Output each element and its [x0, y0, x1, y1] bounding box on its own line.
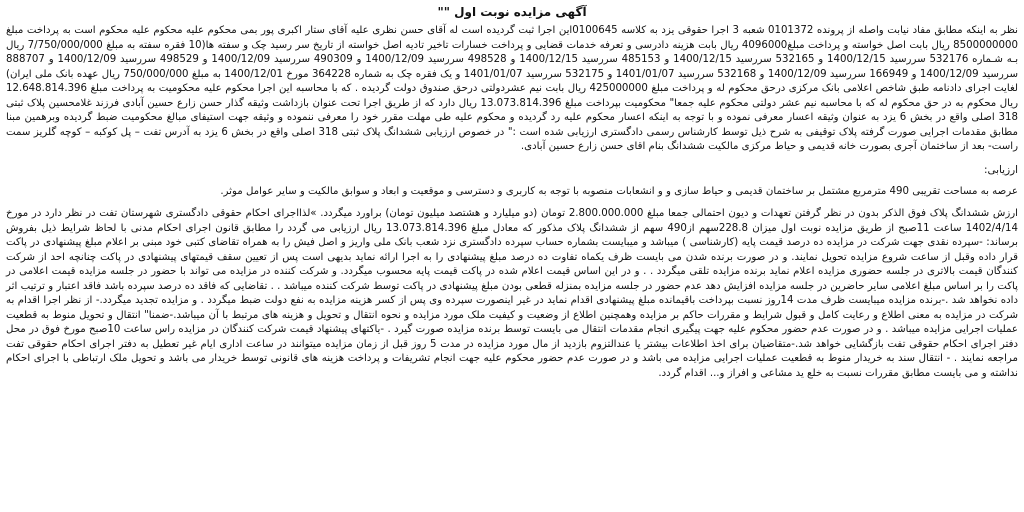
paragraph-auction-terms: ارزش ششدانگ پلاک فوق الذکر بدون در نظر گرفتن تعهدات و دیون احتمالی جمعا مبلغ 2.800.000.000 تومان (دو میلیارد و هشتصد میلیون تومان) براورد میگردد. »لذااجرای احکام حقوقی دادگستری شهرستان تفت در نظر دارد در مورخ 1402/4/14 ساعت 11صبح از طریق مزایده نوبت اول میزان 228.8سهم از490 سهم از ششدانگ پلاک مذکور که معادل مبلغ 13.073.814.396 ریال ارزیابی می گردد را مطابق قانون اجرای احکام مدنی با لحاظ شرایط ذیل بفروش برساند: -سپرده نقدی جهت شرکت در مزایده ده درصد قیمت پایه (کارشناسی ) میباشد و میبایست بشماره حساب سپرده دادگستری نزد شعب بانک ملی واریز و اصل فیش را به همراه تقاضای کتبی خود مبنی بر اعلام مبلغ پیشنهادی در پاکت قرار داده وقبل از ساعت شروع مزایده تحویل نمایند. و در صورت برنده شدن می بایست ظرف یکماه تفاوت ده درصد مبلغ پیشنهادی را به اجرا ارائه نماید بدیهی است پس از تعیین سقف قیمتهای پیشنهادی در پاکت چنانچه احد از شرکت کنندگان قیمت بالاتری در جلسه حضوری مزایده اعلام نماید برنده مزایده تلقی میگردد . . و در این اساس قیمت اعلام شده در پاکت قیمت پایه محسوب میگردد. و شرکت کننده در مزایده می تواند با حضور در جلسه مزایده قیمت اعلامی در پاکت را بر اساس مبلغ اعلامی سایر حاضرین در جلسه مزایده افزایش دهد عدم حضور در جلسه مزایده بمنزله قطعی بودن مبلغ پیشنهادی در پاکت توسط شرکت کننده میباشد . . تقاضایی که فاقد ده درصد سپرده باشد فاقد اعتبار و ترتیب اثر داده نخواهد شد .-برنده مزایده میبایست ظرف مدت 14روز نسبت بپرداخت باقیمانده مبلغ پیشنهادی اقدام نماید در غیر اینصورت سپرده وی پس از کسر هزینه مزایده به نفع دولت ضبط میگردد . و مزایده تجدید میگردد.- از نظر اجرا اقدام به شرکت در مزایده به معنی اطلاع و رعایت کامل و قبول شرایط و مقررات حاکم بر مزایده وهمچنین اطلاع از وضعیت و کیفیت ملک مورد مزایده و نحوه انتقال و تحویل و هزینه های مرتبط با آن میباشد.-ضمنا" انتقال و تحویل منوط به قطعیت عملیات اجرایی مزایده میباشد . و در صورت عدم حضور محکوم علیه جهت پیگیری انجام مقدمات انتقال می بایست توسط برنده مزایده صورت گیرد . -یاکتهای پیشنهاد قیمت شرکت کنندگان در مزایده راس ساعت 10صبح مورخ فوق در محل دفتر اجرای احکام حقوقی تفت بازگشایی خواهد شد.-متقاضیان برای اخذ اطلاعات بیشتر یا عندالتزوم بازدید از مال مورد مزایده در مدت 5 روز قبل از زمان مزایده میتوانند در ساعت اداری ایام غیر تعطیل به دفتر اجرای احکام حقوقی تفت مراجعه نمایند . - انتقال سند به خریدار منوط به قطعیت عملیات اجرایی مزایده می باشد و در صورت عدم حضور محکوم علیه جهت انجام تشریفات و پرداخت هزینه های قانونی توسط خریدار می باشد و تحویل ملک ارتباطی با اجرای احکام نداشته و می بایست مطابق مقررات نسبت به خلع ید مشاعی و افراز و... اقدام گردد. — [6, 208, 1019, 379]
paragraph-gap — [6, 199, 1018, 207]
evaluation-label: ارزیابی: — [983, 163, 1018, 176]
paragraph-gap — [6, 177, 1018, 185]
auction-notice-document — [6, 2, 1018, 510]
paragraph-gap — [6, 155, 1018, 163]
paragraph-property-description: عرصه به مساحت تقریبی 490 مترمربع مشتمل بر ساختمان قدیمی و حیاط سازی و و انشعابات منصوبه با توجه به کاربری و دسترسی و موقعیت و ابعاد و سوابق مالکیت و سایر عوامل موثر. — [220, 185, 1018, 197]
document-title: آگهی مزایده نوبت اول "" — [437, 5, 587, 19]
paragraph-case-details: نظر به اینکه مطابق مفاد نیابت واصله از پرونده 0101372 شعبه 3 اجرا حقوقی یزد به کلاسه 0100645این اجرا ثبت گردیده است له آقای حسن نظری علیه آقای ستار اکبری پور بمی محکوم علیه محکوم علیه محکوم است به پرداخت مبلغ 8500000000 ریال بابت اصل خواسته و پرداخت مبلغ4096000 ریال بابت هزینه دادرسی و تعرفه خدمات قضایی و پرداخت خسارات تاخیر تادیه اصل خواسته از تاریخ سر رسید چک و سفته ها(10 فقره سفته به مبلغ 7/750/000/000 ریال بـه شـماره 532176 سررسید 1400/12/15 و 532165 سررسید 1400/12/15 و 485153 سررسید 1400/12/15 و 498528 سررسید 1400/12/09 و 490309 سررسید 1400/12/09 و 498529 سررسید 1400/12/09 و 888707 سررسید 1400/12/09 و 166949 سررسید 1400/12/09 و 532168 سررسید 1401/01/07 و 532175 سررسید 1401/01/07 و یک فقره چک به شماره 364228 مورخ 1400/12/01 به مبلغ 750/000/000 ریال عهده بانک ملی ایران) لغایت اجرای دادنامه طبق شاخص اعلامی بانک مرکزی درحق محکوم له و پرداخت مبلغ 425000000 ریال بابت نیم عشردولتی درحق صندوق دولت گردیده . که با محاسبه این اجرا محکوم علیه محکومیت به پرداخت مبلغ 12.648.814.396 ریال محکوم به در حق محکوم له که با محاسبه نیم عشر دولتی محکوم علیه جمعا" محکومیت بپرداخت مبلغ 13.073.814.396 ریال دارد که از طریق اجرا تحت عنوان بازداشت وثیقه گذار حسن زارع حسین آبادی فرزند غلامحسین پلاک ثبتی 318 اصلی واقع در بخش 6 یزد به عنوان وثیقه اعسار معرفی نموده و با توجه به اینکه اعسار محکوم علیه رد گردیده و محکوم علیه طی مهلت مقرر خود را معرفی ننموده و وثیقه جهت استیفای مبالغ محکومیت ضبط گردیده وبرهمین مبنا مطابق مقدمات اجرایی صورت گرفته پلاک توقیفی به شرح ذیل توسط کارشناس رسمی دادگستری ارزیابی شده است :" در خصوص ارزیابی ششدانگ پلاک ثبتی 318 اصلی واقع در بخش 6 یزد به آدرس تفت – پل کوکبه – کوچه گلریز سمت راست- بعد از ساختمان آجری بصورت خانه قدیمی و حیاط مرکزی مالکیت ششدانگ بنام اقای حسن زارع حسین آبادی. — [6, 25, 1019, 152]
